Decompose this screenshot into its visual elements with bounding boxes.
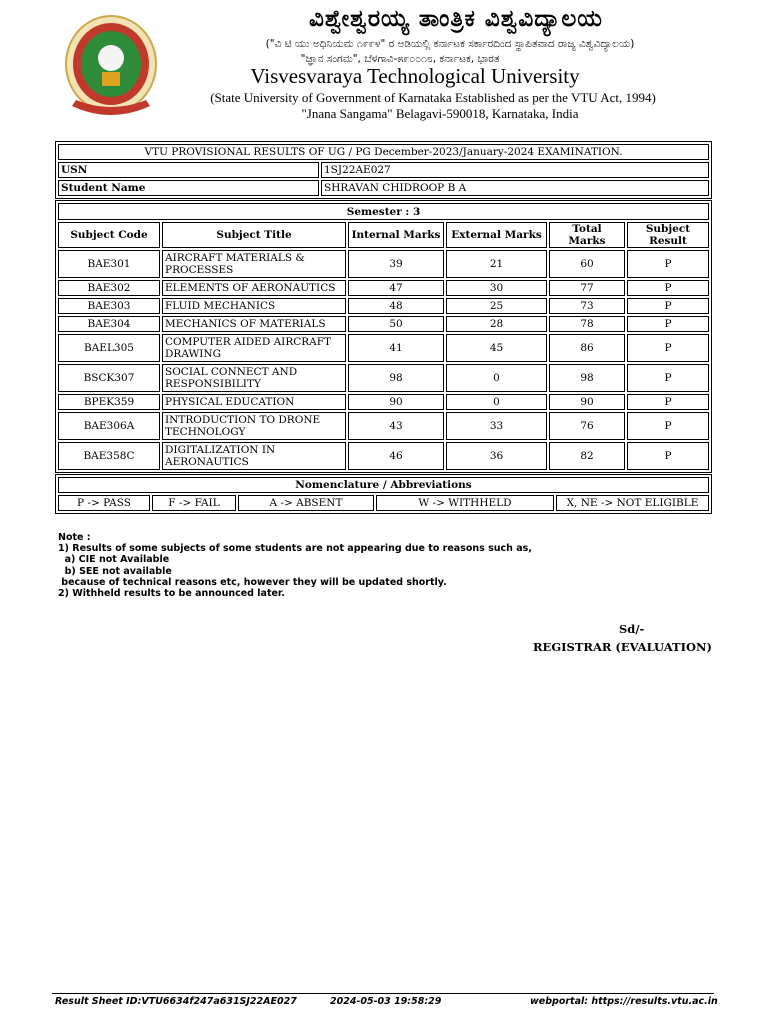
subject-result-cell: P <box>627 412 709 440</box>
table-row <box>58 298 709 314</box>
table-row <box>58 250 709 278</box>
col-subject-code: Subject Code <box>58 222 160 248</box>
usn-value: 1SJ22AE027 <box>321 162 709 178</box>
total-marks-cell: 73 <box>549 298 625 314</box>
col-external-marks: External Marks <box>446 222 547 248</box>
external-marks-cell: 25 <box>446 298 547 314</box>
nomenclature-fail: F -> FAIL <box>152 495 236 511</box>
total-marks-cell: 82 <box>549 442 625 470</box>
external-marks-cell: 45 <box>446 334 547 362</box>
registrar-title: REGISTRAR (EVALUATION) <box>533 640 712 654</box>
subject-result-cell: P <box>627 364 709 392</box>
total-marks-cell: 77 <box>549 280 625 296</box>
subject-title-cell: INTRODUCTION TO DRONE TECHNOLOGY <box>162 412 346 440</box>
subject-title-cell: COMPUTER AIDED AIRCRAFT DRAWING <box>162 334 346 362</box>
external-marks-cell: 0 <box>446 364 547 392</box>
subject-title-cell: SOCIAL CONNECT AND RESPONSIBILITY <box>162 364 346 392</box>
results-body <box>58 250 709 470</box>
nomenclature-absent: A -> ABSENT <box>238 495 374 511</box>
internal-marks-cell: 39 <box>348 250 444 278</box>
external-marks-cell: 21 <box>446 250 547 278</box>
subject-code-cell: BAE306A <box>58 412 160 440</box>
webportal-link[interactable]: webportal: https://results.vtu.ac.in <box>530 996 718 1007</box>
subject-code-cell: BAE358C <box>58 442 160 470</box>
internal-marks-cell: 90 <box>348 394 444 410</box>
subject-code-cell: BPEK359 <box>58 394 160 410</box>
table-row <box>58 394 709 410</box>
table-row <box>58 280 709 296</box>
note-line: because of technical reasons etc, however they will be updated shortly. <box>58 576 447 588</box>
subject-result-cell: P <box>627 442 709 470</box>
subject-code-cell: BAE303 <box>58 298 160 314</box>
table-row <box>58 334 709 362</box>
university-name-english: Visvesvaraya Technological University <box>250 64 580 88</box>
col-subject-title: Subject Title <box>162 222 346 248</box>
student-name-label: Student Name <box>58 180 319 196</box>
semester-heading: Semester : 3 <box>58 203 709 220</box>
usn-label: USN <box>58 162 319 178</box>
note-line: 1) Results of some subjects of some students are not appearing due to reasons such as, <box>58 543 532 555</box>
internal-marks-cell: 46 <box>348 442 444 470</box>
subject-result-cell: P <box>627 298 709 314</box>
external-marks-cell: 36 <box>446 442 547 470</box>
subject-title-cell: ELEMENTS OF AERONAUTICS <box>162 280 346 296</box>
nomenclature-table <box>55 474 712 514</box>
university-address-kannada: "ಜ್ಞಾನ ಸಂಗಮ", ಬೆಳಗಾವಿ-೫೯೦೦೧೮, ಕರ್ನಾಟಕ, ಭಾರತ <box>300 53 500 65</box>
note-line: Note : <box>58 532 91 543</box>
col-subject-result: Subject Result <box>627 222 709 248</box>
university-address-english: "Jnana Sangama" Belagavi-590018, Karnataka, India <box>301 106 579 121</box>
total-marks-cell: 76 <box>549 412 625 440</box>
nomenclature-withheld: W -> WITHHELD <box>376 495 554 511</box>
note-line: b) SEE not available <box>58 565 172 577</box>
total-marks-cell: 86 <box>549 334 625 362</box>
internal-marks-cell: 98 <box>348 364 444 392</box>
note-line: 2) Withheld results to be announced later. <box>58 588 285 600</box>
subject-code-cell: BAE302 <box>58 280 160 296</box>
subject-result-cell: P <box>627 250 709 278</box>
generated-timestamp: 2024-05-03 19:58:29 <box>330 996 442 1007</box>
result-sheet-id: Result Sheet ID:VTU6634f247a631SJ22AE027 <box>55 996 297 1007</box>
total-marks-cell: 60 <box>549 250 625 278</box>
subject-code-cell: BAEL305 <box>58 334 160 362</box>
internal-marks-cell: 48 <box>348 298 444 314</box>
table-row <box>58 412 709 440</box>
subject-title-cell: DIGITALIZATION IN AERONAUTICS <box>162 442 346 470</box>
table-row <box>58 364 709 392</box>
note-line: a) CIE not Available <box>58 554 170 566</box>
internal-marks-cell: 41 <box>348 334 444 362</box>
results-table <box>55 200 712 473</box>
external-marks-cell: 28 <box>446 316 547 332</box>
subject-code-cell: BAE304 <box>58 316 160 332</box>
signature-sd: Sd/- <box>619 622 645 636</box>
university-name-kannada: ವಿಶ್ವೇಶ್ವರಯ್ಯ ತಾಂತ್ರಿಕ ವಿಶ್ವವಿದ್ಯಾಲಯ <box>309 6 603 32</box>
nomenclature-pass: P -> PASS <box>58 495 150 511</box>
university-subtitle-english: (State University of Government of Karnataka Established as per the VTU Act, 1994) <box>210 90 656 105</box>
external-marks-cell: 33 <box>446 412 547 440</box>
exam-title: VTU PROVISIONAL RESULTS OF UG / PG December-2023/January-2024 EXAMINATION. <box>58 144 709 160</box>
nomenclature-not-eligible: X, NE -> NOT ELIGIBLE <box>556 495 709 511</box>
subject-title-cell: FLUID MECHANICS <box>162 298 346 314</box>
total-marks-cell: 98 <box>549 364 625 392</box>
col-total-marks: Total Marks <box>549 222 625 248</box>
internal-marks-cell: 43 <box>348 412 444 440</box>
total-marks-cell: 78 <box>549 316 625 332</box>
subject-title-cell: AIRCRAFT MATERIALS & PROCESSES <box>162 250 346 278</box>
student-info-table <box>55 141 712 199</box>
note-section <box>58 532 532 599</box>
student-name-value: SHRAVAN CHIDROOP B A <box>321 180 709 196</box>
external-marks-cell: 30 <box>446 280 547 296</box>
subject-title-cell: PHYSICAL EDUCATION <box>162 394 346 410</box>
col-internal-marks: Internal Marks <box>348 222 444 248</box>
subject-result-cell: P <box>627 316 709 332</box>
vtu-logo <box>64 14 158 120</box>
table-row <box>58 442 709 470</box>
internal-marks-cell: 47 <box>348 280 444 296</box>
total-marks-cell: 90 <box>549 394 625 410</box>
subject-code-cell: BSCK307 <box>58 364 160 392</box>
internal-marks-cell: 50 <box>348 316 444 332</box>
footer-divider <box>52 993 714 994</box>
subject-result-cell: P <box>627 334 709 362</box>
nomenclature-title: Nomenclature / Abbreviations <box>58 477 709 493</box>
university-subtitle-kannada: ("ವಿ ಟಿ ಯು ಅಧಿನಿಯಮ ೧೯೯೪" ರ ಅಡಿಯಲ್ಲಿ ಕರ್ನಾಟಕ ಸರ್ಕಾರದಿಂದ ಸ್ಥಾಪಿತವಾದ ರಾಜ್ಯ ವಿಶ್ವವಿದ್ಯಾಲಯ) <box>265 38 635 50</box>
table-row <box>58 316 709 332</box>
external-marks-cell: 0 <box>446 394 547 410</box>
subject-result-cell: P <box>627 280 709 296</box>
subject-title-cell: MECHANICS OF MATERIALS <box>162 316 346 332</box>
subject-result-cell: P <box>627 394 709 410</box>
subject-code-cell: BAE301 <box>58 250 160 278</box>
